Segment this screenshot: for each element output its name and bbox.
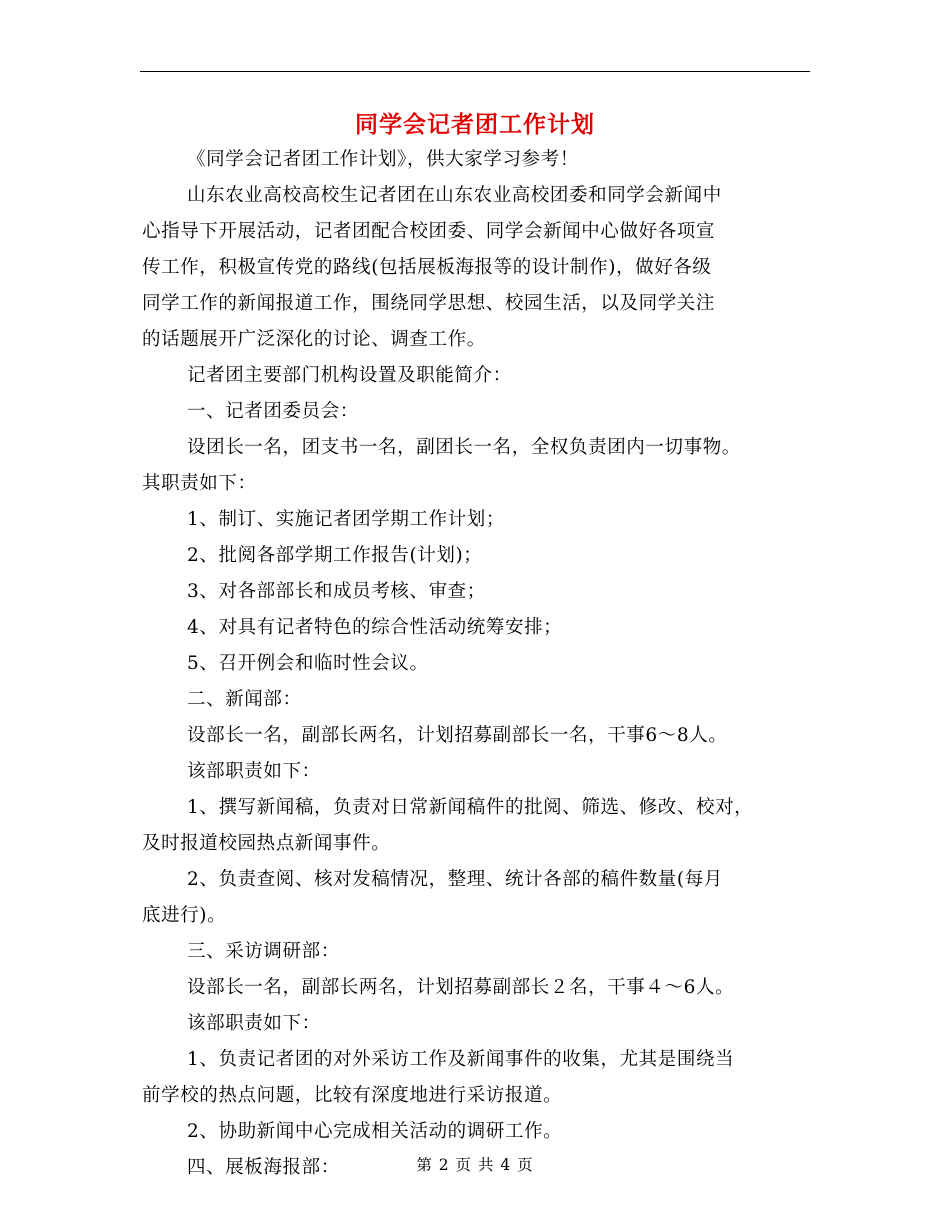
body-line: 设部长一名，副部长两名，计划招募副部长２名，干事４～6人。 xyxy=(187,977,735,998)
body-line: 的话题展开广泛深化的讨论、调查工作。 xyxy=(142,329,486,350)
body-line: 2、协助新闻中心完成相关活动的调研工作。 xyxy=(187,1121,563,1142)
body-line: 4、对具有记者特色的综合性活动统筹安排； xyxy=(187,617,563,638)
body-line: 传工作，积极宣传党的路线(包括展板海报等的设计制作)，做好各级 xyxy=(142,257,712,278)
body-line: 前学校的热点问题，比较有深度地进行采访报道。 xyxy=(142,1085,563,1106)
body-line: 设团长一名，团支书一名，副团长一名，全权负责团内一切事物。 xyxy=(187,437,741,458)
body-line: 山东农业高校高校生记者团在山东农业高校团委和同学会新闻中 xyxy=(187,185,722,206)
body-line: 三、采访调研部： xyxy=(187,941,340,962)
body-line: 同学工作的新闻报道工作，围绕同学思想、校园生活，以及同学关注 xyxy=(142,293,716,314)
body-line: 5、召开例会和临时性会议。 xyxy=(187,653,429,674)
body-line: 2、批阅各部学期工作报告(计划)； xyxy=(187,545,483,566)
body-line: 该部职责如下： xyxy=(187,761,321,782)
body-line: 该部职责如下： xyxy=(187,1013,321,1034)
body-line: 及时报道校园热点新闻事件。 xyxy=(142,833,391,854)
body-line: 心指导下开展活动，记者团配合校团委、同学会新闻中心做好各项宣 xyxy=(142,221,716,242)
document-title: 同学会记者团工作计划 xyxy=(355,111,595,138)
body-line: 1、负责记者团的对外采访工作及新闻事件的收集，尤其是围绕当 xyxy=(187,1049,735,1070)
page-number: 第 2 页 共 4 页 xyxy=(416,1156,534,1174)
document-body xyxy=(142,142,817,1186)
header-rule xyxy=(140,71,810,72)
body-line: 二、新闻部： xyxy=(187,689,302,710)
body-line: 1、制订、实施记者团学期工作计划； xyxy=(187,509,505,530)
body-line: 1、撰写新闻稿，负责对日常新闻稿件的批阅、筛选、修改、校对， xyxy=(187,797,754,818)
body-line: 四、展板海报部： xyxy=(187,1157,340,1178)
body-line: 2、负责查阅、核对发稿情况，整理、统计各部的稿件数量(每月 xyxy=(187,869,723,890)
body-line: 《同学会记者团工作计划》，供大家学习参考！ xyxy=(187,149,579,170)
body-line: 记者团主要部门机构设置及职能简介： xyxy=(187,365,512,386)
body-line: 底进行)。 xyxy=(142,905,227,926)
body-line: 3、对各部部长和成员考核、审查； xyxy=(187,581,486,602)
body-line: 设部长一名，副部长两名，计划招募副部长一名，干事6～8人。 xyxy=(187,725,728,746)
body-line: 一、记者团委员会： xyxy=(187,401,359,422)
body-line: 其职责如下： xyxy=(142,473,257,494)
